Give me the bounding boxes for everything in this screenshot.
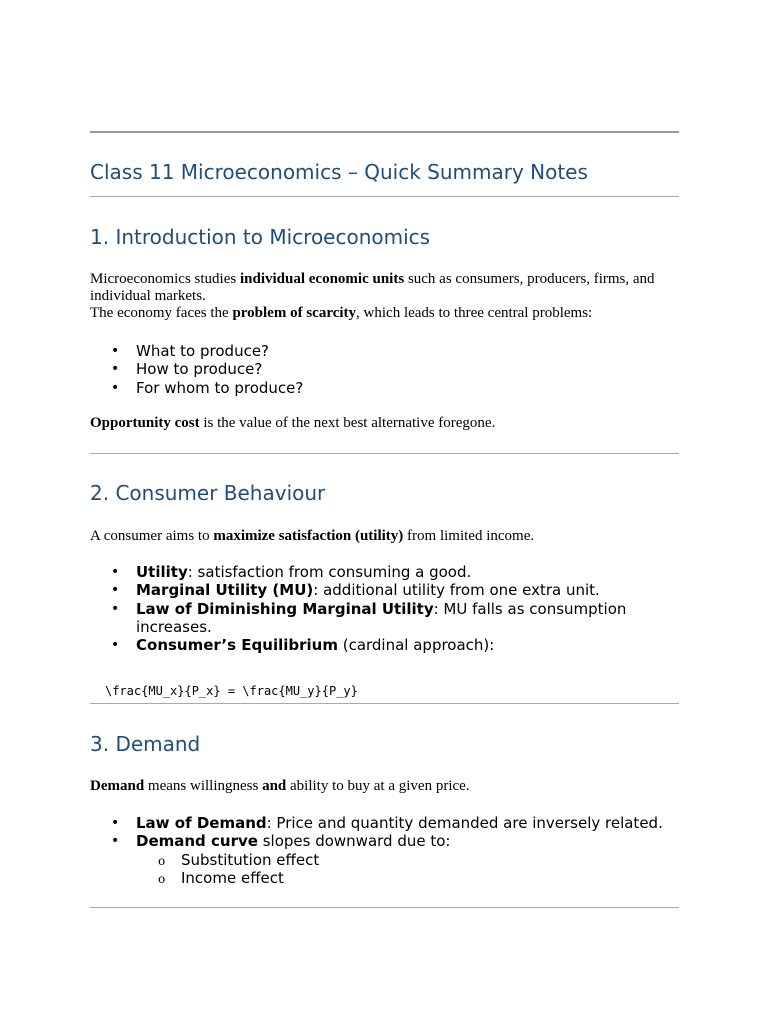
opportunity-cost-paragraph: Opportunity cost is the value of the next best alternative foregone. xyxy=(90,415,496,431)
section-heading-demand: 3. Demand xyxy=(90,732,201,756)
consumer-paragraph: A consumer aims to maximize satisfaction (utility) from limited income. xyxy=(90,528,535,544)
list-item: • Demand curve slopes downward due to: o Substitution effect o Income effect xyxy=(90,832,679,887)
equilibrium-formula: \frac{MU_x}{P_x} = \frac{MU_y}{P_y} xyxy=(105,684,358,698)
intro-paragraph: Microeconomics studies individual economic units such as consumers, producers, firms, and individual markets. The economy faces the problem of scarcity, which leads to three central problems: xyxy=(90,271,655,321)
divider xyxy=(90,196,679,197)
list-item: • What to produce? xyxy=(90,342,679,360)
list-item: • How to produce? xyxy=(90,360,679,378)
list-item: • Consumer’s Equilibrium (cardinal approach): xyxy=(90,636,650,654)
list-item: • Law of Demand: Price and quantity demanded are inversely related. xyxy=(90,814,679,832)
demand-list xyxy=(90,814,679,887)
sub-list-item: o Substitution effect xyxy=(136,851,679,869)
divider xyxy=(90,453,679,454)
page-title: Class 11 Microeconomics – Quick Summary Notes xyxy=(90,160,588,184)
list-item: • Law of Diminishing Marginal Utility: MU falls as consumption increases. xyxy=(90,600,650,637)
demand-curve-reasons-list xyxy=(136,851,679,888)
list-item: • Utility: satisfaction from consuming a good. xyxy=(90,563,650,581)
sub-list-item: o Income effect xyxy=(136,869,679,887)
section-heading-introduction: 1. Introduction to Microeconomics xyxy=(90,225,431,249)
list-item: • For whom to produce? xyxy=(90,379,679,397)
list-item: • Marginal Utility (MU): additional utility from one extra unit. xyxy=(90,581,650,599)
section-heading-consumer-behaviour: 2. Consumer Behaviour xyxy=(90,481,326,505)
divider xyxy=(90,907,679,908)
consumer-concepts-list xyxy=(90,563,650,654)
top-divider xyxy=(90,131,679,133)
divider xyxy=(90,703,679,704)
central-problems-list xyxy=(90,342,679,397)
demand-paragraph: Demand means willingness and ability to buy at a given price. xyxy=(90,778,470,794)
